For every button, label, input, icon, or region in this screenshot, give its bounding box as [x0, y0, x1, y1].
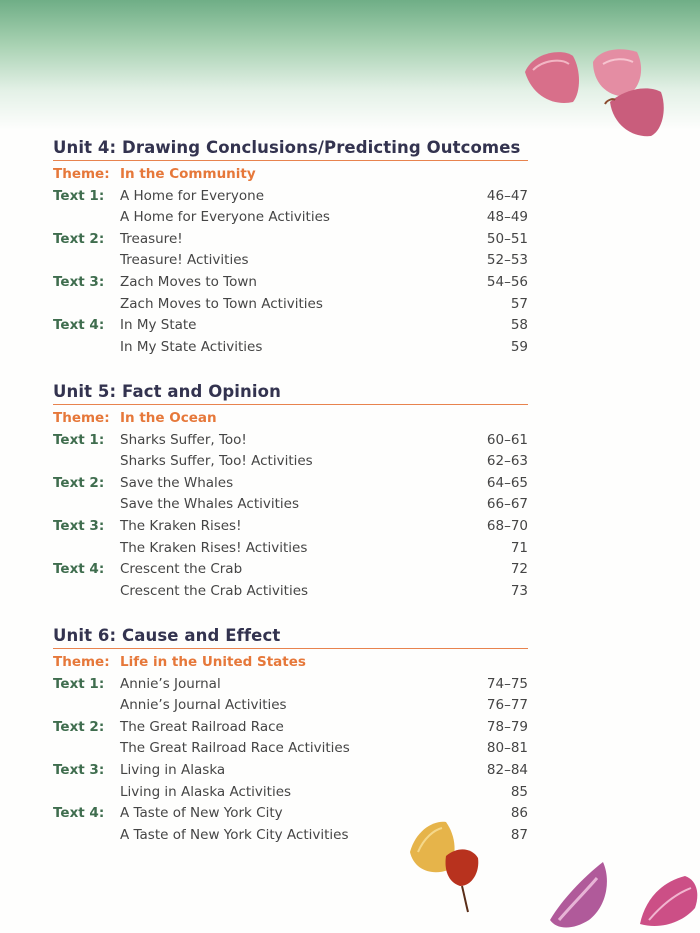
activity-title: The Kraken Rises! Activities — [120, 539, 308, 556]
page-range: 62–63 — [486, 453, 528, 470]
text-label: Text 2: — [53, 474, 105, 491]
toc-entry — [53, 430, 528, 452]
page-range: 78–79 — [486, 718, 528, 735]
toc-entry-activities — [53, 294, 528, 316]
theme-label: Theme: — [53, 410, 110, 426]
theme-title: In the Community — [120, 166, 256, 182]
text-title: Annie’s Journal — [120, 675, 221, 692]
page-range: 86 — [510, 805, 528, 822]
activity-title: In My State Activities — [120, 338, 263, 355]
activity-title: Treasure! Activities — [120, 252, 249, 269]
theme-row — [53, 164, 528, 186]
toc-entry — [53, 315, 528, 337]
theme-label: Theme: — [53, 166, 110, 182]
unit-heading: Unit 5: Fact and Opinion — [53, 382, 528, 405]
text-label: Text 2: — [53, 718, 105, 735]
toc-entry-activities — [53, 207, 528, 229]
text-title: A Home for Everyone — [120, 187, 265, 204]
toc-entry — [53, 559, 528, 581]
page-range: 87 — [510, 826, 528, 843]
text-title: Zach Moves to Town — [120, 273, 257, 290]
activity-title: Sharks Suffer, Too! Activities — [120, 453, 313, 470]
page-range: 48–49 — [486, 209, 528, 226]
text-label: Text 1: — [53, 431, 105, 448]
toc-entry-activities — [53, 337, 528, 359]
page-range: 71 — [510, 539, 528, 556]
unit-heading: Unit 4: Drawing Conclusions/Predicting Outcomes — [53, 138, 528, 161]
text-label: Text 1: — [53, 187, 105, 204]
text-title: Living in Alaska — [120, 761, 226, 778]
page-range: 59 — [510, 338, 528, 355]
theme-row — [53, 652, 528, 674]
text-label: Text 4: — [53, 561, 105, 578]
text-label: Text 3: — [53, 761, 105, 778]
page-range: 54–56 — [486, 273, 528, 290]
text-label: Text 1: — [53, 675, 105, 692]
toc-entry — [53, 473, 528, 495]
theme-label: Theme: — [53, 654, 110, 670]
page-range: 52–53 — [486, 252, 528, 269]
page-range: 66–67 — [486, 496, 528, 513]
text-label: Text 2: — [53, 230, 105, 247]
toc-entry-activities — [53, 782, 528, 804]
unit-5-section — [53, 382, 528, 602]
toc-entry — [53, 186, 528, 208]
activity-title: Crescent the Crab Activities — [120, 582, 309, 599]
activity-title: A Taste of New York City Activities — [120, 826, 349, 843]
page-range: 82–84 — [486, 761, 528, 778]
text-title: Treasure! — [120, 230, 183, 247]
text-title: Sharks Suffer, Too! — [120, 431, 247, 448]
text-title: The Great Railroad Race — [120, 718, 284, 735]
activity-title: Zach Moves to Town Activities — [120, 295, 323, 312]
theme-title: Life in the United States — [120, 654, 306, 670]
page-range: 73 — [510, 582, 528, 599]
page-range: 58 — [510, 317, 528, 334]
theme-row — [53, 408, 528, 430]
page-range: 68–70 — [486, 517, 528, 534]
toc-entry-activities — [53, 581, 528, 603]
page-range: 85 — [510, 783, 528, 800]
page-range: 74–75 — [486, 675, 528, 692]
petals-decoration-top — [515, 40, 700, 150]
toc-entry — [53, 516, 528, 538]
page-range: 64–65 — [486, 474, 528, 491]
text-label: Text 4: — [53, 317, 105, 334]
unit-4-section — [53, 138, 528, 358]
toc-entry — [53, 717, 528, 739]
toc-entry — [53, 674, 528, 696]
activity-title: Living in Alaska Activities — [120, 783, 292, 800]
activity-title: Save the Whales Activities — [120, 496, 300, 513]
toc-entry-activities — [53, 250, 528, 272]
page-range: 60–61 — [486, 431, 528, 448]
text-label: Text 3: — [53, 273, 105, 290]
petals-decoration-middle — [400, 812, 500, 917]
toc-entry-activities — [53, 451, 528, 473]
page-range: 72 — [510, 561, 528, 578]
petals-decoration-bottom — [545, 850, 700, 933]
text-title: A Taste of New York City — [120, 805, 283, 822]
toc-entry — [53, 229, 528, 251]
page-range: 76–77 — [486, 697, 528, 714]
theme-title: In the Ocean — [120, 410, 217, 426]
toc-entry — [53, 760, 528, 782]
unit-heading: Unit 6: Cause and Effect — [53, 626, 528, 649]
toc-entry-activities — [53, 695, 528, 717]
page-range: 80–81 — [486, 740, 528, 757]
text-title: The Kraken Rises! — [120, 517, 242, 534]
activity-title: The Great Railroad Race Activities — [120, 740, 350, 757]
toc-entry-activities — [53, 738, 528, 760]
text-label: Text 3: — [53, 517, 105, 534]
toc-entry-activities — [53, 538, 528, 560]
text-title: Crescent the Crab — [120, 561, 243, 578]
page-range: 46–47 — [486, 187, 528, 204]
toc-entry — [53, 272, 528, 294]
text-title: Save the Whales — [120, 474, 234, 491]
toc-entry-activities — [53, 494, 528, 516]
page-range: 50–51 — [486, 230, 528, 247]
activity-title: Annie’s Journal Activities — [120, 697, 287, 714]
text-label: Text 4: — [53, 805, 105, 822]
activity-title: A Home for Everyone Activities — [120, 209, 330, 226]
page-range: 57 — [510, 295, 528, 312]
text-title: In My State — [120, 317, 197, 334]
